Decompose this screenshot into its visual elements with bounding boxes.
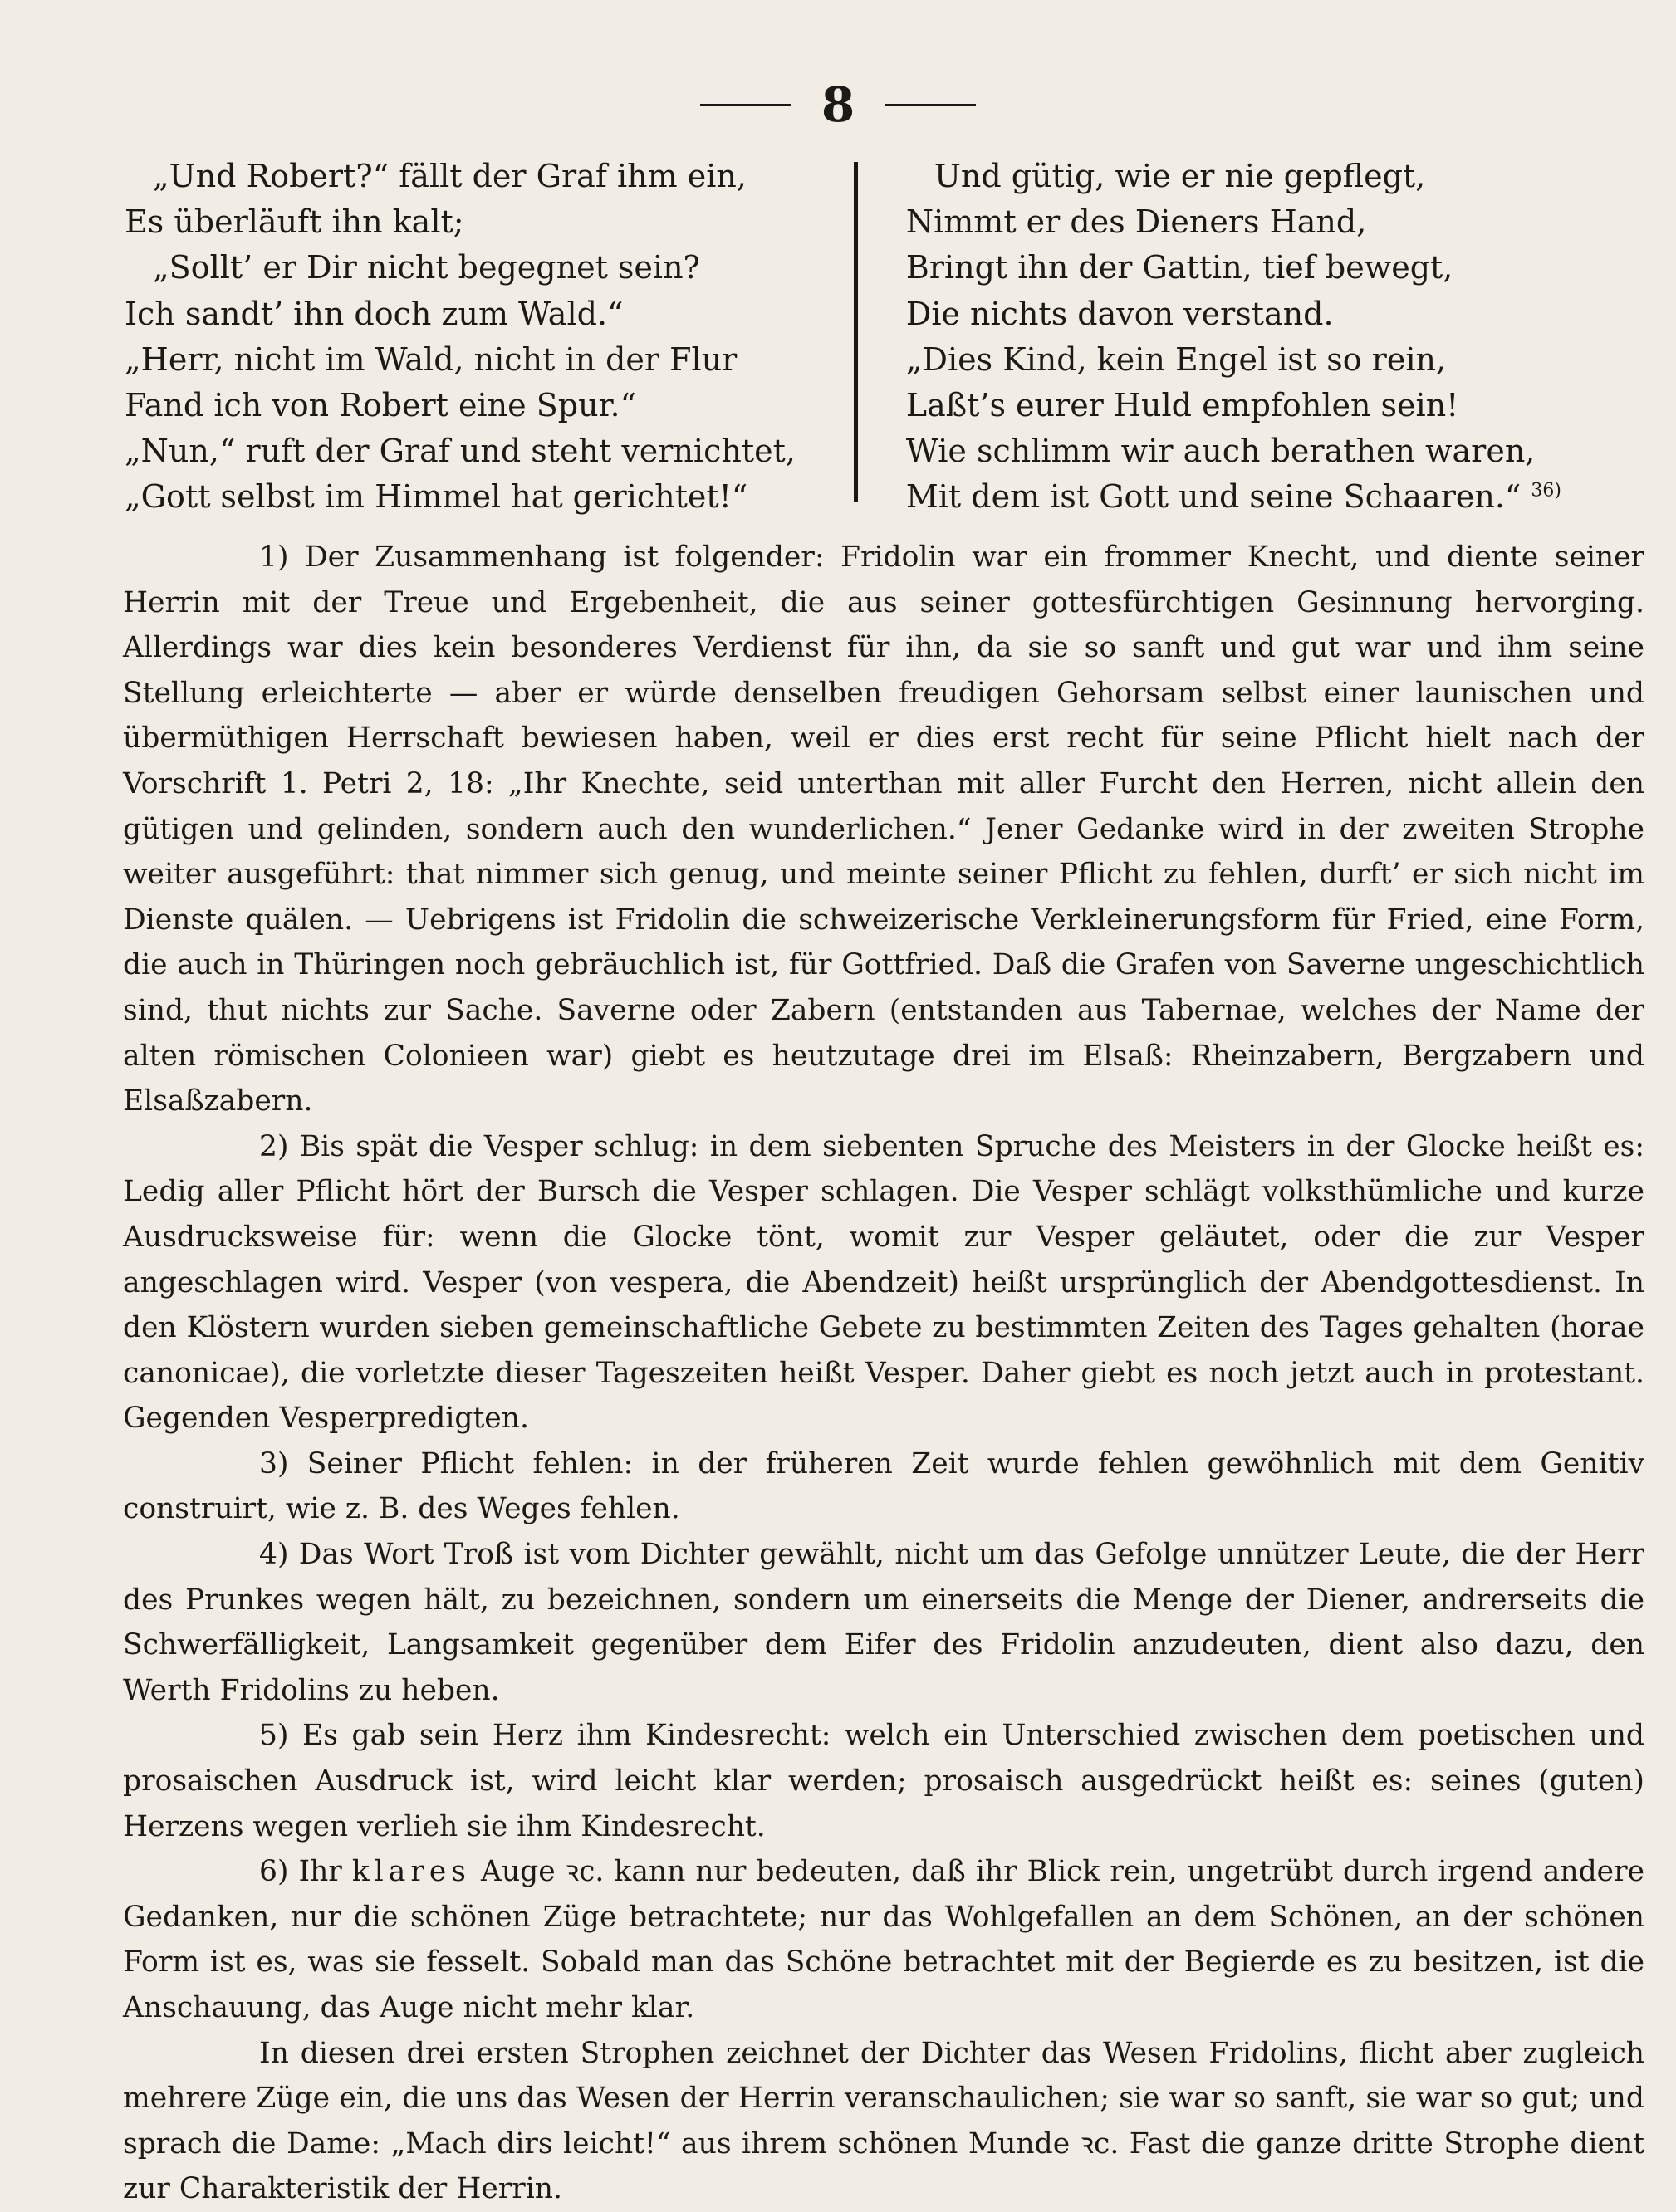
poem-line: „Sollt’ er Dir nicht begegnet sein? [153,249,700,286]
header-rule-left [700,104,791,106]
poem-line-last [906,474,1561,520]
poem-line: Laßt’s eurer Huld empfohlen sein! [905,387,1459,424]
poem-block [125,154,1561,521]
poem-line: „Herr, nicht im Wald, nicht in der Flur [125,340,738,378]
poem-column-left [125,154,844,521]
poem-line: Bringt ihn der Gattin, tief bewegt, [905,249,1453,286]
commentary-notes [123,535,1644,2212]
note-1: 1) Der Zusammenhang ist folgender: Fridolin war ein frommer Knecht, und diente seiner Herrin mit der Treue und Ergebenheit, die aus seiner gottesfürchtigen Gesinnung hervorging. Allerdings war dies kein besonderes Verdienst für ihn, da sie so sanft und gut war und ihm seine Stellung erleichterte — aber er würde denselben freudigen Gehorsam selbst einer launischen und übermüthigen Herrschaft bewiesen haben, weil er dies erst recht für seine Pflicht hielt nach der Vorschrift 1. Petri 2, 18: „Ihr Knechte, seid unterthan mit aller Furcht den Herren, nicht allein den gütigen und gelinden, sondern auch den wunderlichen.“ Jener Gedanke wird in der zweiten Strophe weiter ausgeführt: that nimmer sich genug, und meinte seiner Pflicht zu fehlen, durft’ er sich nicht im Dienste quälen. — Uebrigens ist Fridolin die schweizerische Verkleinerungsform für Fried, eine Form, die auch in Thüringen noch gebräuchlich ist, für Gottfried. Daß die Grafen von Saverne ungeschichtlich sind, thut nichts zur Sache. Saverne oder Zabern (entstanden aus Tabernae, welches der Name der alten römischen Colonieen war) giebt es heutzutage drei im Elsaß: Rheinzabern, Bergzabern und Elsaßzabern. [123,541,1644,1118]
poem-line: Die nichts davon verstand. [905,295,1334,332]
poem-line-text: Mit dem ist Gott und seine Schaaren.“ [905,478,1522,516]
poem-line: „Und Robert?“ fällt der Graf ihm ein, [153,158,747,194]
poem-line: Ich sandt’ ihn doch zum Wald.“ [125,295,624,332]
header-rule-right [885,104,976,106]
poem-line: „Nun,“ ruft der Graf und steht vernichtet, [125,433,796,470]
note-2: 2) Bis spät die Vesper schlug: in dem siebenten Spruche des Meisters in der Glocke heißt es: Ledig aller Pflicht hört der Bursch die Vesper schlagen. Die Vesper schlägt volksthümliche und kurze Ausdrucksweise für: wenn die Glocke tönt, womit zur Vesper geläutet, oder die zur Vesper angeschlagen wird. Vesper (von vespera, die Abendzeit) heißt ursprünglich der Abendgottesdienst. In den Klöstern wurden sieben gemeinschaftliche Gebete zu bestimmten Zeiten des Tages gehalten (horae canonicae), die vorletzte dieser Tageszeiten heißt Vesper. Daher giebt es noch jetzt auch in protestant. Gegenden Vesperpredigten. [123,1129,1644,1436]
poem-line: „Dies Kind, kein Engel ist so rein, [905,340,1447,378]
page-header [0,76,1676,133]
poem-line: Fand ich von Robert eine Spur.“ [125,387,637,424]
note-6-text: Auge ꝛc. kann nur bedeuten, daß ihr Blick rein, ungetrübt durch irgend andere Gedanken, nur die schönen Züge betrachtete; nur das Wohlgefallen an dem Schönen, an der schönen Form ist es, was sie fesselt. Sobald man das Schöne betrachtet mit der Begierde es zu besitzen, ist die Anschauung, das Auge nicht mehr klar. [123,1855,1644,2024]
column-divider [854,162,858,502]
closing-paragraph: In diesen drei ersten Strophen zeichnet der Dichter das Wesen Fridolins, flicht aber zugleich mehrere Züge ein, die uns das Wesen der Herrin veranschaulichen; sie war so sanft, sie war so gut; und sprach die Dame: „Mach dirs leicht!“ aus ihrem schönen Munde ꝛc. Fast die ganze dritte Strophe dient zur Charakteristik der Herrin. [123,2036,1644,2206]
poem-column-right [899,154,1561,521]
note-6 [123,1849,1644,2030]
note-3: 3) Seiner Pflicht fehlen: in der früheren Zeit wurde fehlen gewöhnlich mit dem Genitiv construirt, wie z. B. des Weges fehlen. [123,1446,1644,1526]
footnote-reference: 36) [1531,480,1561,502]
poem-line: Es überläuft ihn kalt; [125,203,464,241]
note-6-prefix: 6) Ihr [259,1855,352,1889]
poem-line: „Gott selbst im Himmel hat gerichtet!“ [125,478,748,516]
note-6-emphasis: klares [351,1855,471,1889]
note-4: 4) Das Wort Troß ist vom Dichter gewählt, nicht um das Gefolge unnützer Leute, die der Herr des Prunkes wegen hält, zu bezeichnen, sondern um einerseits die Menge der Diener, andrerseits die Schwerfälligkeit, Langsamkeit gegenüber dem Eifer des Fridolin anzudeuten, dient also dazu, den Werth Fridolins zu heben. [123,1538,1644,1707]
poem-line: Wie schlimm wir auch berathen waren, [905,433,1536,470]
page-number: 8 [821,76,855,133]
note-5: 5) Es gab sein Herz ihm Kindesrecht: welch ein Unterschied zwischen dem poetischen und prosaischen Ausdruck ist, wird leicht klar werden; prosaisch ausgedrückt heißt es: seines (guten) Herzens wegen verlieh sie ihm Kindesrecht. [123,1719,1644,1843]
poem-line: Nimmt er des Dieners Hand, [905,203,1367,241]
poem-line: Und gütig, wie er nie gepflegt, [934,158,1426,194]
